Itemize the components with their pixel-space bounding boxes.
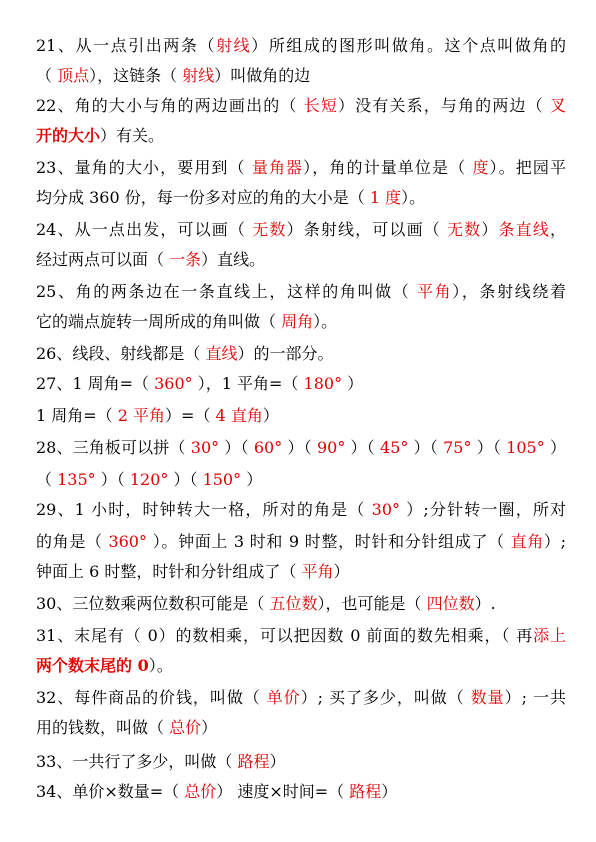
answer-text: 75° bbox=[443, 438, 472, 457]
question-text: ）; 一共 bbox=[504, 688, 566, 707]
answer-text: 平角 bbox=[417, 282, 453, 301]
question-text: ）. bbox=[474, 594, 496, 613]
answer-text: 总价 bbox=[169, 718, 202, 737]
question-text: 它的端点旋转一周所成的角叫做（ bbox=[36, 312, 282, 331]
answer-text: 数量 bbox=[470, 688, 505, 707]
question-text: ） bbox=[481, 220, 499, 239]
answer-text: 无数 bbox=[447, 220, 482, 239]
question-text: 34、单价×数量=（ bbox=[36, 782, 185, 801]
q27-line2 bbox=[36, 406, 566, 426]
question-text: ）。把园平 bbox=[489, 158, 566, 177]
q29-line3 bbox=[36, 562, 566, 582]
question-text: ）。钟面上 3 时和 9 时整，时针和分针组成了（ bbox=[146, 532, 511, 551]
answer-text: 射线 bbox=[216, 36, 252, 55]
question-text: ）。 bbox=[148, 656, 173, 675]
answer-text: 4 直角 bbox=[215, 406, 263, 425]
question-text: ）的一部分。 bbox=[237, 344, 334, 363]
question-text: 24、从一点出发，可以画（ bbox=[36, 220, 253, 239]
answer-text: 平角 bbox=[301, 562, 334, 581]
q23-line1 bbox=[36, 158, 566, 178]
question-text: ， bbox=[549, 220, 566, 239]
q21-line1 bbox=[36, 36, 566, 56]
q22-line1 bbox=[36, 96, 566, 116]
question-text: 28、三角板可以拼（ bbox=[36, 438, 191, 457]
question-text: ），1 平角=（ bbox=[192, 374, 304, 393]
answer-text: 添上 bbox=[533, 626, 566, 645]
answer-text: 直角 bbox=[510, 532, 544, 551]
answer-text: 周角 bbox=[281, 312, 314, 331]
question-text: ） bbox=[333, 562, 350, 581]
question-text: ） bbox=[201, 718, 218, 737]
question-text: 钟面上 6 时整，时针和分针组成了（ bbox=[36, 562, 302, 581]
question-text: ）所组成的图形叫做角。这个点叫做角的 bbox=[251, 36, 566, 55]
answer-text: 条直线 bbox=[498, 220, 550, 239]
answer-text: 度 bbox=[472, 158, 490, 177]
answer-text: 射线 bbox=[182, 66, 215, 85]
answer-text: 开的大小 bbox=[36, 126, 101, 145]
question-text: ），这链条（ bbox=[89, 66, 183, 85]
answer-text: 路程 bbox=[237, 752, 270, 771]
answer-text: 量角器 bbox=[251, 158, 304, 177]
question-text: （ bbox=[36, 470, 58, 489]
question-text: 均分成 360 份，每一份多对应的角的大小是（ bbox=[36, 188, 370, 207]
q30-line1 bbox=[36, 594, 566, 614]
answer-text: 五位数 bbox=[269, 594, 318, 613]
answer-text: 直线 bbox=[205, 344, 238, 363]
answer-text: 总价 bbox=[184, 782, 217, 801]
question-text: ）条射线，可以画（ bbox=[286, 220, 448, 239]
question-text: ）（ bbox=[471, 438, 507, 457]
answer-text: 叉 bbox=[549, 96, 566, 115]
question-text: ）有关。 bbox=[100, 126, 165, 145]
question-text: 29、1 小时，时钟转大一格，所对的角是（ bbox=[36, 500, 372, 519]
answer-text: 长短 bbox=[303, 96, 339, 115]
answer-text: 135° bbox=[57, 470, 96, 489]
q31-line2 bbox=[36, 656, 566, 676]
question-text: 33、一共行了多少，叫做（ bbox=[36, 752, 238, 771]
answer-text: 120° bbox=[129, 470, 169, 489]
answer-text: 1 度 bbox=[369, 188, 402, 207]
question-text: 1 周角=（ bbox=[36, 406, 118, 425]
question-text: ） bbox=[381, 782, 398, 801]
answer-text: 30° bbox=[371, 500, 401, 519]
question-text: 经过两点可以面（ bbox=[36, 250, 170, 269]
question-text: ） 速度×时间=（ bbox=[216, 782, 350, 801]
question-text: ） bbox=[269, 752, 286, 771]
answer-text: 路程 bbox=[349, 782, 382, 801]
q33-line1 bbox=[36, 752, 566, 772]
question-text: ）没有关系，与角的两边（ bbox=[338, 96, 550, 115]
question-text: 的角是（ bbox=[36, 532, 109, 551]
q32-line2 bbox=[36, 718, 566, 738]
question-text: ）（ bbox=[219, 438, 254, 457]
question-text: ） bbox=[241, 470, 263, 489]
q29-line1 bbox=[36, 500, 566, 520]
question-text: ）（ bbox=[408, 438, 444, 457]
answer-text: 150° bbox=[202, 470, 242, 489]
q22-line2 bbox=[36, 126, 566, 146]
question-text: 27、1 周角=（ bbox=[36, 374, 155, 393]
question-text: ）（ bbox=[345, 438, 381, 457]
question-text: 21、从一点引出两条（ bbox=[36, 36, 217, 55]
question-text: ）直线。 bbox=[201, 250, 266, 269]
q25-line2 bbox=[36, 312, 566, 332]
q28-line1 bbox=[36, 438, 566, 458]
answer-text: 360° bbox=[108, 532, 147, 551]
answer-text: 一条 bbox=[169, 250, 202, 269]
q23-line2 bbox=[36, 188, 566, 208]
q21-line2 bbox=[36, 66, 566, 86]
question-text: 30、三位数乘两位数积可能是（ bbox=[36, 594, 270, 613]
question-text: 26、线段、射线都是（ bbox=[36, 344, 206, 363]
question-text: ）（ bbox=[95, 470, 130, 489]
q24-line2 bbox=[36, 250, 566, 270]
question-text: 用的钱数，叫做（ bbox=[36, 718, 170, 737]
answer-text: 360° bbox=[154, 374, 193, 393]
q32-line1 bbox=[36, 688, 566, 708]
question-text: 32、每件商品的价钱，叫做（ bbox=[36, 688, 267, 707]
question-text: 25、角的两条边在一条直线上，这样的角叫做（ bbox=[36, 282, 418, 301]
answer-text: 105° bbox=[506, 438, 545, 457]
q31-line1 bbox=[36, 626, 566, 646]
question-text: 31、末尾有（ 0）的数相乘，可以把因数 0 前面的数先相乘，（ 再 bbox=[36, 626, 534, 645]
question-text: ）=（ bbox=[165, 406, 216, 425]
q29-line2 bbox=[36, 532, 566, 552]
answer-text: 60° bbox=[253, 438, 283, 457]
answer-text: 两个数末尾的 0 bbox=[36, 656, 149, 675]
answer-text: 单价 bbox=[266, 688, 301, 707]
question-text: ）（ bbox=[282, 438, 317, 457]
question-text: ）（ bbox=[168, 470, 203, 489]
q27-line1 bbox=[36, 374, 566, 394]
question-text: （ bbox=[36, 66, 58, 85]
question-text: ）; bbox=[543, 532, 566, 551]
question-text: ） bbox=[544, 438, 566, 457]
q24-line1 bbox=[36, 220, 566, 240]
question-text: 23、量角的大小，要用到（ bbox=[36, 158, 252, 177]
answer-text: 四位数 bbox=[426, 594, 475, 613]
question-text: ）;分针转一圈，所对 bbox=[400, 500, 566, 519]
question-text: ）。 bbox=[313, 312, 338, 331]
q25-line1 bbox=[36, 282, 566, 302]
answer-text: 2 平角 bbox=[117, 406, 166, 425]
q28-line2 bbox=[36, 470, 566, 490]
answer-text: 无数 bbox=[252, 220, 287, 239]
q34-line1 bbox=[36, 782, 566, 802]
question-text: ）; 买了多少，叫做（ bbox=[300, 688, 471, 707]
answer-text: 180° bbox=[303, 374, 343, 393]
question-text: ），条射线绕着 bbox=[452, 282, 566, 301]
q26-line1 bbox=[36, 344, 566, 364]
question-text: ） bbox=[262, 406, 279, 425]
question-text: ） bbox=[342, 374, 364, 393]
question-text: 22、角的大小与角的两边画出的（ bbox=[36, 96, 304, 115]
question-text: ）。 bbox=[401, 188, 426, 207]
answer-text: 顶点 bbox=[57, 66, 90, 85]
answer-text: 45° bbox=[380, 438, 409, 457]
question-text: ），角的计量单位是（ bbox=[303, 158, 473, 177]
answer-text: 30° bbox=[190, 438, 220, 457]
question-text: ）叫做角的边 bbox=[214, 66, 311, 85]
answer-text: 90° bbox=[316, 438, 346, 457]
question-text: ），也可能是（ bbox=[317, 594, 427, 613]
